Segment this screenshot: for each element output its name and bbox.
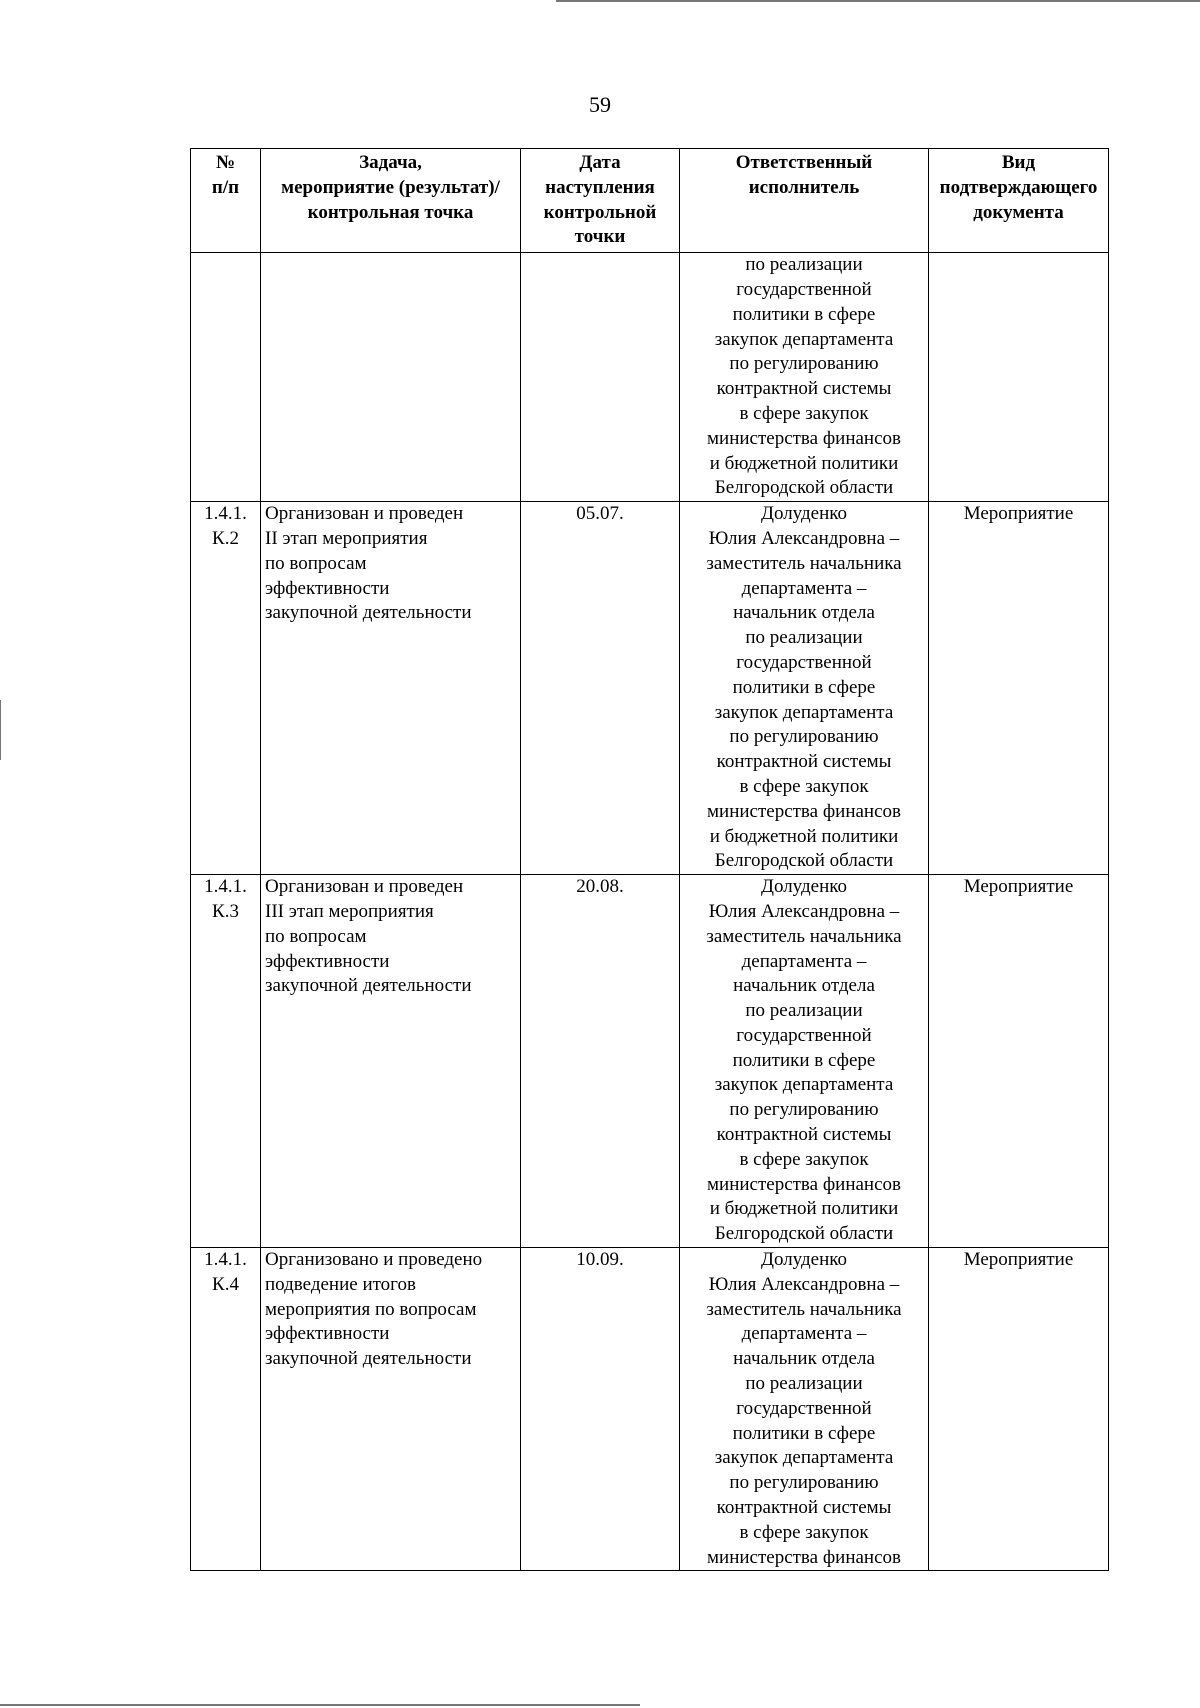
scan-artifact-top xyxy=(556,0,1200,2)
row-task: Организован и проведен III этап мероприятия по вопросам эффективности закупочной деятельности xyxy=(261,875,521,1248)
row-document: Мероприятие xyxy=(929,502,1109,875)
control-points-table xyxy=(190,148,1109,1571)
row-document xyxy=(929,253,1109,502)
row-number xyxy=(191,253,261,502)
table-row xyxy=(191,502,1109,875)
table-row xyxy=(191,875,1109,1248)
row-task: Организовано и проведено подведение итогов мероприятия по вопросам эффективности закупочной деятельности xyxy=(261,1248,521,1571)
row-document: Мероприятие xyxy=(929,875,1109,1248)
row-date: 05.07. xyxy=(521,502,680,875)
scan-artifact-bottom xyxy=(0,1704,640,1706)
table-row xyxy=(191,253,1109,502)
row-number: 1.4.1. К.2 xyxy=(191,502,261,875)
row-task xyxy=(261,253,521,502)
row-date: 20.08. xyxy=(521,875,680,1248)
header-responsible: Ответственный исполнитель xyxy=(680,149,929,253)
row-responsible: Долуденко Юлия Александровна – заместитель начальника департамента – начальник отдела по реализации государственной политики в сфере закупок департамента по регулированию контрактной системы в сфере закупок министерства финансов и бюджетной политики Белгородской области xyxy=(680,502,929,875)
header-number: № п/п xyxy=(191,149,261,253)
row-responsible: по реализации государственной политики в сфере закупок департамента по регулированию контрактной системы в сфере закупок министерства финансов и бюджетной политики Белгородской области xyxy=(680,253,929,502)
row-date: 10.09. xyxy=(521,1248,680,1571)
header-task: Задача, мероприятие (результат)/ контрольная точка xyxy=(261,149,521,253)
row-task: Организован и проведен II этап мероприятия по вопросам эффективности закупочной деятельности xyxy=(261,502,521,875)
row-document: Мероприятие xyxy=(929,1248,1109,1571)
row-responsible: Долуденко Юлия Александровна – заместитель начальника департамента – начальник отдела по реализации государственной политики в сфере закупок департамента по регулированию контрактной системы в сфере закупок министерства финансов xyxy=(680,1248,929,1571)
scan-artifact-left xyxy=(0,700,1,760)
header-date: Дата наступления контрольной точки xyxy=(521,149,680,253)
row-number: 1.4.1. К.4 xyxy=(191,1248,261,1571)
table-row xyxy=(191,1248,1109,1571)
header-document: Вид подтверждающего документа xyxy=(929,149,1109,253)
page-number: 59 xyxy=(589,92,611,117)
row-date xyxy=(521,253,680,502)
row-responsible: Долуденко Юлия Александровна – заместитель начальника департамента – начальник отдела по реализации государственной политики в сфере закупок департамента по регулированию контрактной системы в сфере закупок министерства финансов и бюджетной политики Белгородской области xyxy=(680,875,929,1248)
table-header-row xyxy=(191,149,1109,253)
row-number: 1.4.1. К.3 xyxy=(191,875,261,1248)
